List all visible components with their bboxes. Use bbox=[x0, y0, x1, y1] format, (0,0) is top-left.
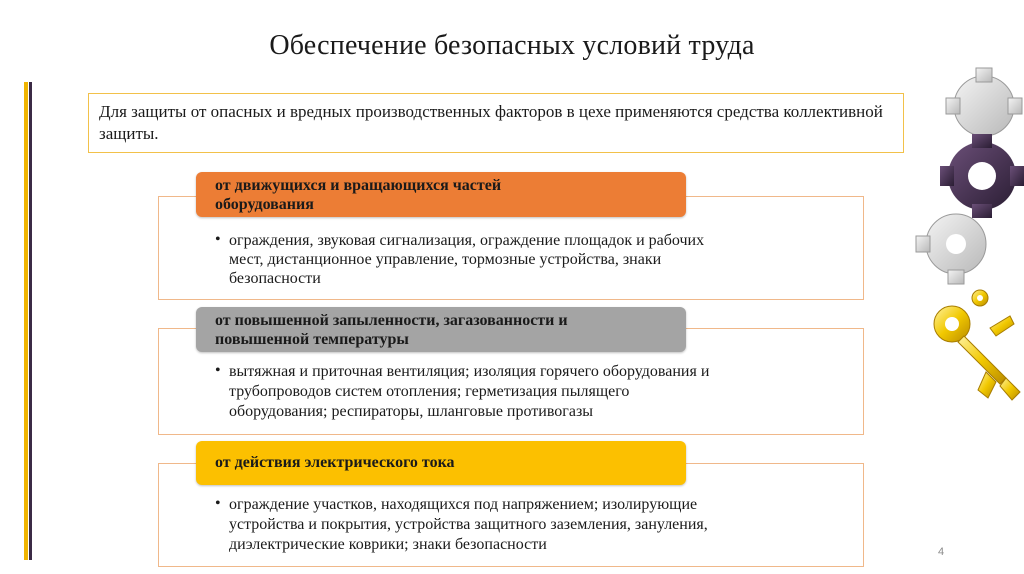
gear-gray-top bbox=[946, 68, 1022, 136]
gear-gray-bottom bbox=[916, 214, 986, 284]
gear-purple bbox=[940, 134, 1024, 218]
body-line: вытяжная и приточная вентиляция; изоляция горячего оборудования и bbox=[229, 363, 710, 380]
bullet: • bbox=[215, 495, 221, 512]
header-line: от действия электрического тока bbox=[215, 454, 455, 471]
section-header bbox=[196, 307, 686, 352]
section-header bbox=[196, 441, 686, 485]
section-electric-current bbox=[158, 441, 866, 571]
key-icon bbox=[930, 286, 1024, 412]
bullet: • bbox=[215, 231, 221, 248]
header-line: оборудования bbox=[215, 196, 314, 213]
bullet: • bbox=[215, 362, 221, 379]
header-line: повышенной температуры bbox=[215, 331, 409, 348]
page-title: Обеспечение безопасных условий труда bbox=[269, 30, 755, 61]
body-line: ограждение участков, находящихся под напряжением; изолирующие bbox=[229, 496, 698, 513]
accent-stripe-dark bbox=[29, 82, 32, 560]
slide-number: 4 bbox=[938, 546, 945, 558]
small-gear-gold bbox=[972, 290, 988, 306]
body-line: ограждения, звуковая сигнализация, ограждение площадок и рабочих bbox=[229, 232, 705, 249]
section-dust-gas-heat bbox=[158, 307, 866, 437]
body-line: устройства и покрытия, устройства защитного заземления, зануления, bbox=[229, 516, 708, 533]
body-line: трубопроводов систем отопления; герметизация пылящего bbox=[229, 383, 630, 400]
section-header bbox=[196, 172, 686, 217]
body-line: безопасности bbox=[229, 270, 321, 287]
intro-box: Для защиты от опасных и вредных производственных факторов в цехе применяются средства коллективной защиты. bbox=[88, 93, 904, 153]
body-line: диэлектрические коврики; знаки безопасности bbox=[229, 536, 547, 553]
header-line: от повышенной запыленности, загазованности и bbox=[215, 312, 568, 329]
gears-icon bbox=[912, 66, 1024, 286]
left-accent-bar bbox=[24, 82, 32, 560]
body-line: оборудования; респираторы, шланговые противогазы bbox=[229, 403, 594, 420]
accent-stripe-yellow bbox=[24, 82, 28, 560]
header-line: от движущихся и вращающихся частей bbox=[215, 177, 502, 194]
body-line: мест, дистанционное управление, тормозные устройства, знаки bbox=[229, 251, 662, 268]
section-moving-parts bbox=[158, 172, 866, 302]
